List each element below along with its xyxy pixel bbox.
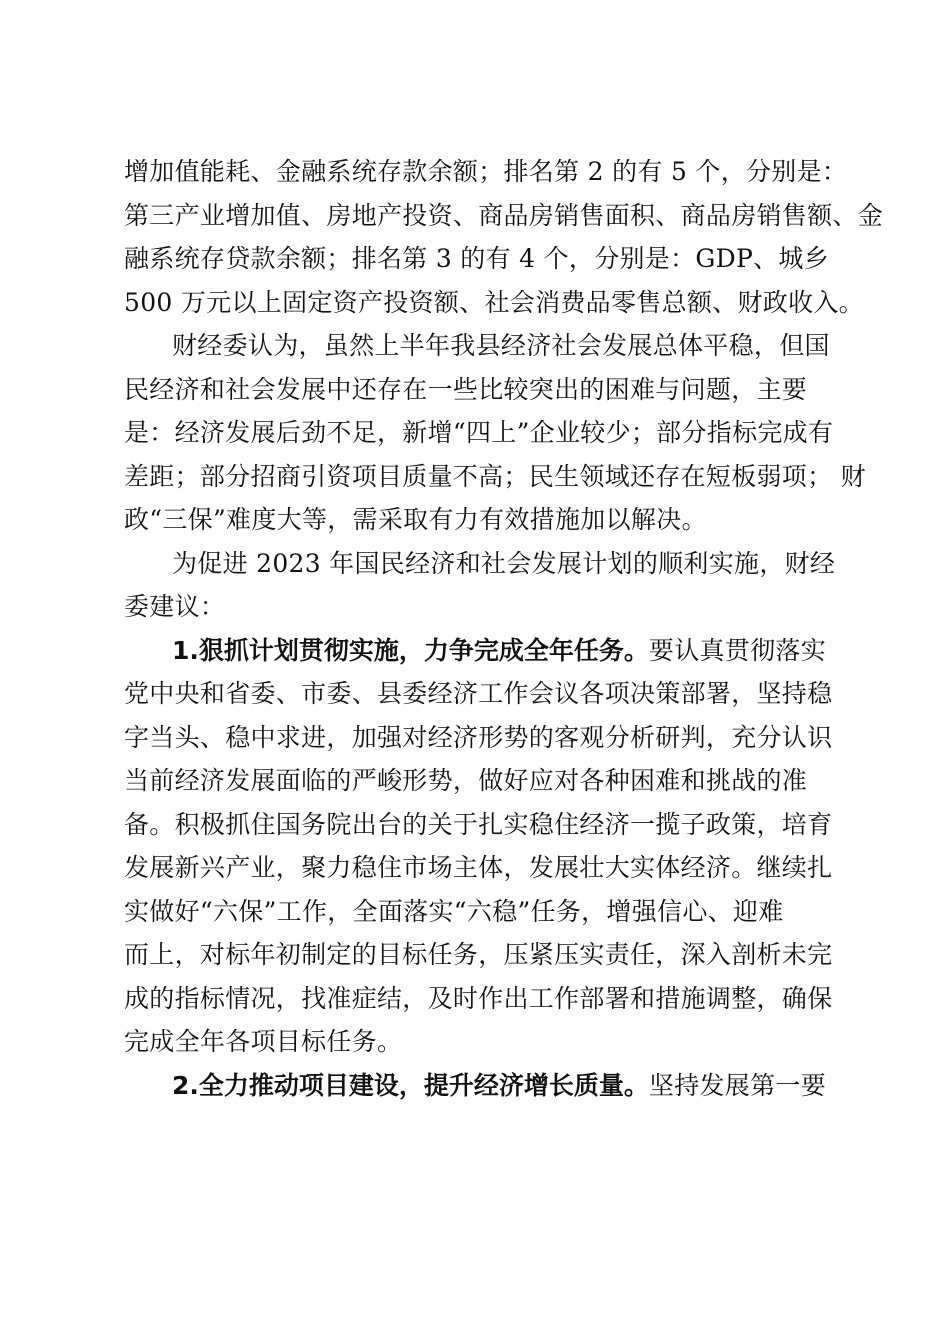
paragraph-3: [124, 542, 836, 629]
document-body: [124, 150, 884, 1107]
text-line: 成的指标情况，找准症结，及时作出工作部署和措施调整，确保: [124, 983, 833, 1013]
text-line: 委建议：: [124, 592, 226, 621]
text-line: 当前经济发展面临的严峻形势，做好应对各种困难和挑战的准: [124, 766, 808, 795]
text-line: 为促进 2023 年国民经济和社会发展计划的顺利实施，财经: [172, 548, 836, 578]
text-line: 政“三保”难度大等，需采取有力有效措施加以解决。: [124, 505, 707, 534]
section-1-first-line: [124, 629, 827, 673]
text-line: 而上，对标年初制定的目标任务，压紧压实责任，深入剖析未完: [124, 940, 833, 969]
text-line: 发展新兴产业，聚力稳住市场主体，发展壮大实体经济。继续扎: [124, 853, 833, 882]
paragraph-2: [124, 324, 866, 542]
section-1-heading: 1.狠抓计划贯彻实施，力争完成全年任务。: [172, 635, 649, 665]
text-line: 增加值能耗、金融系统存款余额；排名第 2 的有 5 个，分别是：: [124, 157, 848, 186]
section-1: [124, 629, 833, 1064]
section-2: [124, 1064, 827, 1108]
text-line: 500 万元以上固定资产投资额、社会消费品零售总额、财政收入。: [124, 287, 864, 317]
section-2-heading: 2.全力推动项目建设，提升经济增长质量。: [172, 1070, 649, 1100]
text-line: 第三产业增加值、房地产投资、商品房销售面积、商品房销售额、金: [124, 200, 884, 230]
text-line: 实做好“六保”工作，全面落实“六稳”任务，增强信心、迎难: [124, 896, 784, 926]
paragraph-1: [124, 150, 884, 324]
section-2-first-line: [124, 1064, 827, 1108]
text-line: 字当头、稳中求进，加强对经济形势的客观分析研判，充分认识: [124, 722, 833, 752]
text-line: 融系统存贷款余额；排名第 3 的有 4 个，分别是：GDP、城乡: [124, 244, 830, 273]
text-line: 备。积极抓住国务院出台的关于扎实稳住经济一揽子政策，培育: [124, 809, 833, 839]
text-line: 完成全年各项目标任务。: [124, 1027, 403, 1056]
text-line: 财经委认为，虽然上半年我县经济社会发展总体平稳，但国: [172, 331, 830, 360]
section-1-first-line-text: 要认真贯彻落实: [648, 635, 827, 665]
text-line: 党中央和省委、市委、县委经济工作会议各项决策部署，坚持稳: [124, 679, 833, 708]
text-line: 是：经济发展后劲不足，新增“四上”企业较少；部分指标完成有: [124, 418, 834, 447]
text-line: 差距；部分招商引资项目质量不高；民生领域还存在短板弱项； 财: [124, 461, 866, 491]
section-2-first-line-text: 坚持发展第一要: [648, 1070, 827, 1100]
text-line: 民经济和社会发展中还存在一些比较突出的困难与问题，主要: [124, 374, 808, 404]
